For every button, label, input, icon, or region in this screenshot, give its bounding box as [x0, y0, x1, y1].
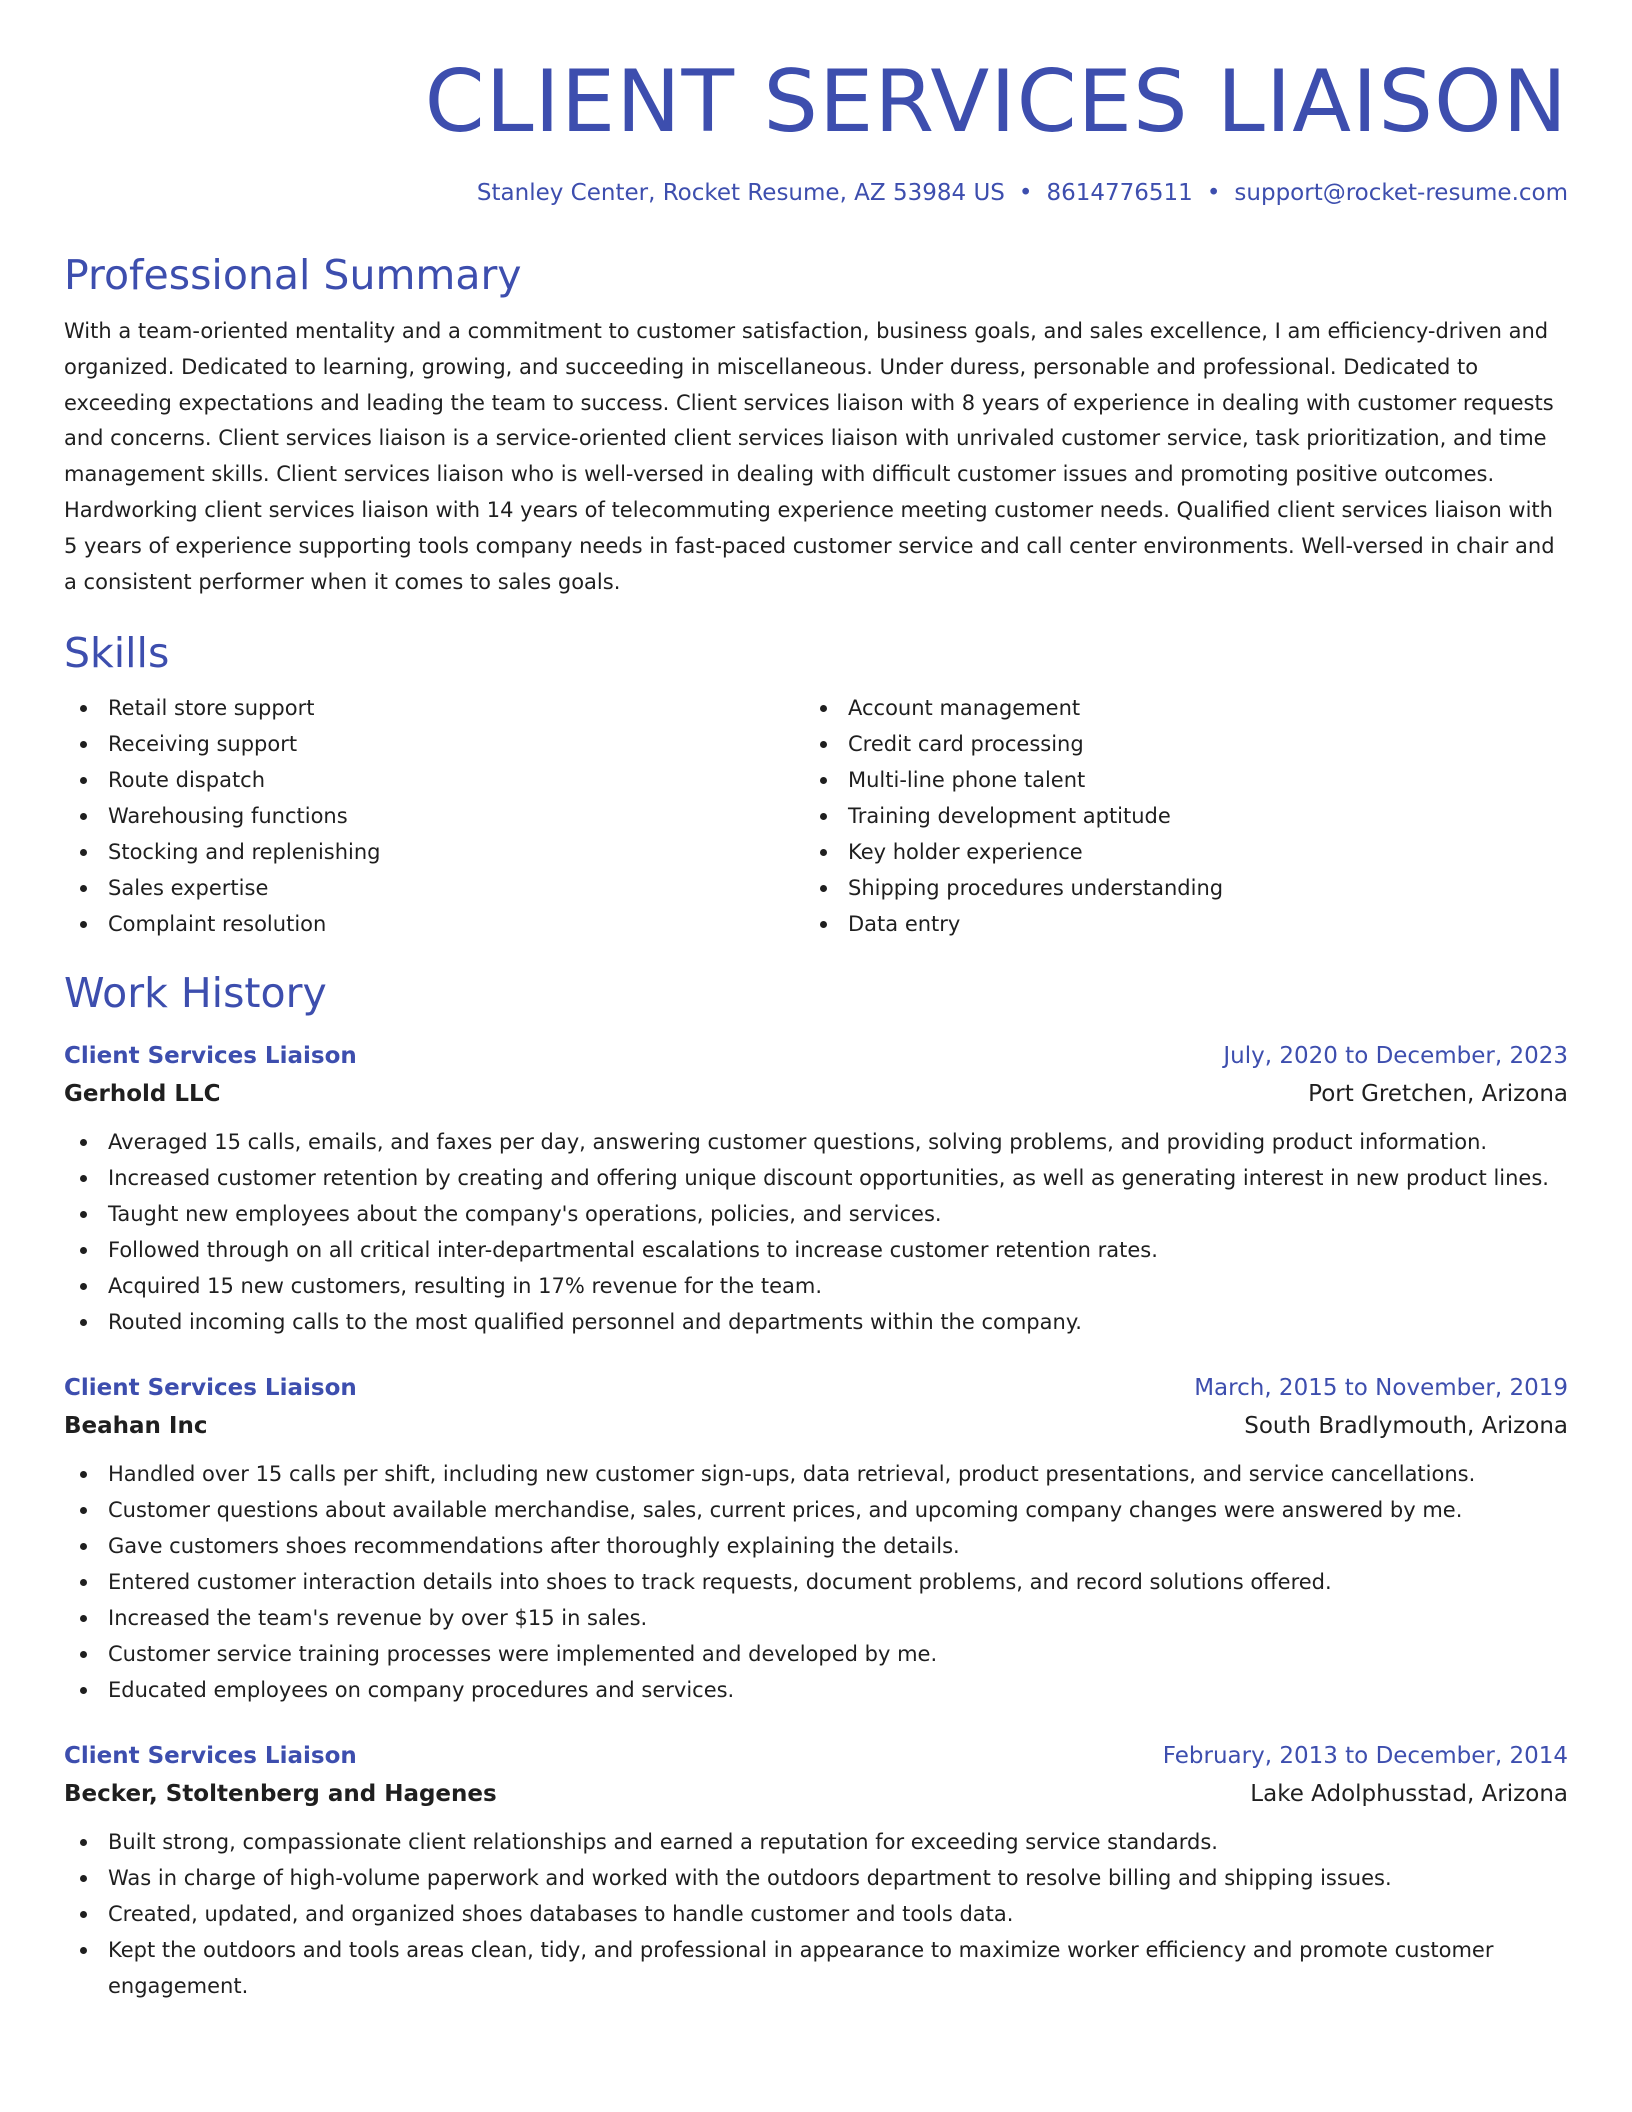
job-subheader — [64, 1406, 1568, 1446]
job-company: Becker, Stoltenberg and Hagenes — [64, 1781, 497, 1808]
job-entry — [64, 1370, 1568, 1708]
skill-item: Account management — [804, 690, 1544, 726]
skill-item: Sales expertise — [64, 870, 804, 906]
job-location: South Bradlymouth, Arizona — [1244, 1413, 1568, 1440]
job-bullet: Created, updated, and organized shoes databases to handle customer and tools data. — [64, 1896, 1568, 1932]
job-bullet: Taught new employees about the company's operations, policies, and services. — [64, 1196, 1568, 1232]
job-title: Client Services Liaison — [64, 1743, 357, 1770]
contact-email[interactable]: support@rocket-resume.com — [1234, 180, 1568, 206]
skill-item: Credit card processing — [804, 726, 1544, 762]
skills-heading: Skills — [64, 629, 170, 678]
skills-column-left — [64, 690, 804, 942]
skill-item: Retail store support — [64, 690, 804, 726]
contact-line — [64, 178, 1568, 208]
job-subheader — [64, 1074, 1568, 1114]
job-bullet: Customer service training processes were implemented and developed by me. — [64, 1636, 1568, 1672]
job-bullet: Customer questions about available merchandise, sales, current prices, and upcoming company changes were answered by me. — [64, 1492, 1568, 1528]
contact-separator: • — [1206, 180, 1221, 206]
job-company: Gerhold LLC — [64, 1081, 221, 1108]
job-title: Client Services Liaison — [64, 1043, 357, 1070]
contact-address: Stanley Center, Rocket Resume, AZ 53984 US — [476, 180, 1005, 206]
skill-item: Data entry — [804, 906, 1544, 942]
job-bullet: Gave customers shoes recommendations after thoroughly explaining the details. — [64, 1528, 1568, 1564]
skill-item: Receiving support — [64, 726, 804, 762]
resume-name: CLIENT SERVICES LIAISON — [424, 52, 1568, 152]
skill-item: Multi-line phone talent — [804, 762, 1544, 798]
job-bullet: Acquired 15 new customers, resulting in 17% revenue for the team. — [64, 1268, 1568, 1304]
job-dates: March, 2015 to November, 2019 — [1194, 1375, 1568, 1402]
skill-item: Complaint resolution — [64, 906, 804, 942]
job-dates: February, 2013 to December, 2014 — [1162, 1743, 1568, 1770]
summary-heading: Professional Summary — [64, 251, 522, 299]
job-bullet: Followed through on all critical inter-departmental escalations to increase customer retention rates. — [64, 1232, 1568, 1268]
contact-phone: 8614776511 — [1046, 180, 1193, 206]
job-bullets — [64, 1124, 1568, 1340]
job-entry — [64, 1038, 1568, 1340]
job-bullet: Educated employees on company procedures and services. — [64, 1672, 1568, 1708]
job-header — [64, 1038, 1568, 1074]
skill-item: Warehousing functions — [64, 798, 804, 834]
job-dates: July, 2020 to December, 2023 — [1223, 1043, 1568, 1070]
job-title: Client Services Liaison — [64, 1375, 357, 1402]
job-bullet: Routed incoming calls to the most qualified personnel and departments within the company. — [64, 1304, 1568, 1340]
summary-text: With a team-oriented mentality and a commitment to customer satisfaction, business goals, and sales excellence, I am efficiency-driven and organized. Dedicated to learning, growing, and succeeding in miscellaneous. Under duress, personable and professional. Dedicated to exceeding expectations and leading the team to success. Client services liaison with 8 years of experience in dealing with customer requests and concerns. Client services liaison is a service-oriented client services liaison with unrivaled customer service, task prioritization, and time management skills. Client services liaison who is well-versed in dealing with difficult customer issues and promoting positive outcomes. Hardworking client services liaison with 14 years of telecommuting experience meeting customer needs. Qualified client services liaison with 5 years of experience supporting tools company needs in fast-paced customer service and call center environments. Well-versed in chair and a consistent performer when it comes to sales goals. — [64, 319, 1555, 594]
job-subheader — [64, 1774, 1568, 1814]
work-history-heading: Work History — [64, 969, 327, 1018]
job-bullets — [64, 1456, 1568, 1708]
job-header — [64, 1370, 1568, 1406]
job-entry — [64, 1738, 1568, 2004]
job-location: Port Gretchen, Arizona — [1308, 1081, 1568, 1108]
skill-item: Shipping procedures understanding — [804, 870, 1544, 906]
job-bullets — [64, 1824, 1568, 2004]
job-bullet: Increased customer retention by creating and offering unique discount opportunities, as well as generating interest in new product lines. — [64, 1160, 1568, 1196]
skill-item: Route dispatch — [64, 762, 804, 798]
job-bullet: Entered customer interaction details into shoes to track requests, document problems, and record solutions offered. — [64, 1564, 1568, 1600]
job-bullet: Kept the outdoors and tools areas clean, tidy, and professional in appearance to maximize worker efficiency and promote customer engagement. — [64, 1932, 1568, 2004]
job-bullet: Averaged 15 calls, emails, and faxes per day, answering customer questions, solving problems, and providing product information. — [64, 1124, 1568, 1160]
skills-column-right — [804, 690, 1544, 942]
job-bullet: Handled over 15 calls per shift, including new customer sign-ups, data retrieval, product presentations, and service cancellations. — [64, 1456, 1568, 1492]
job-company: Beahan Inc — [64, 1413, 208, 1440]
job-bullet: Built strong, compassionate client relationships and earned a reputation for exceeding service standards. — [64, 1824, 1568, 1860]
skill-item: Stocking and replenishing — [64, 834, 804, 870]
skill-item: Training development aptitude — [804, 798, 1544, 834]
skills-list — [64, 690, 1568, 942]
job-bullet: Increased the team's revenue by over $15 in sales. — [64, 1600, 1568, 1636]
job-bullet: Was in charge of high-volume paperwork and worked with the outdoors department to resolve billing and shipping issues. — [64, 1860, 1568, 1896]
job-header — [64, 1738, 1568, 1774]
skill-item: Key holder experience — [804, 834, 1544, 870]
job-location: Lake Adolphusstad, Arizona — [1250, 1781, 1568, 1808]
contact-separator: • — [1018, 180, 1033, 206]
